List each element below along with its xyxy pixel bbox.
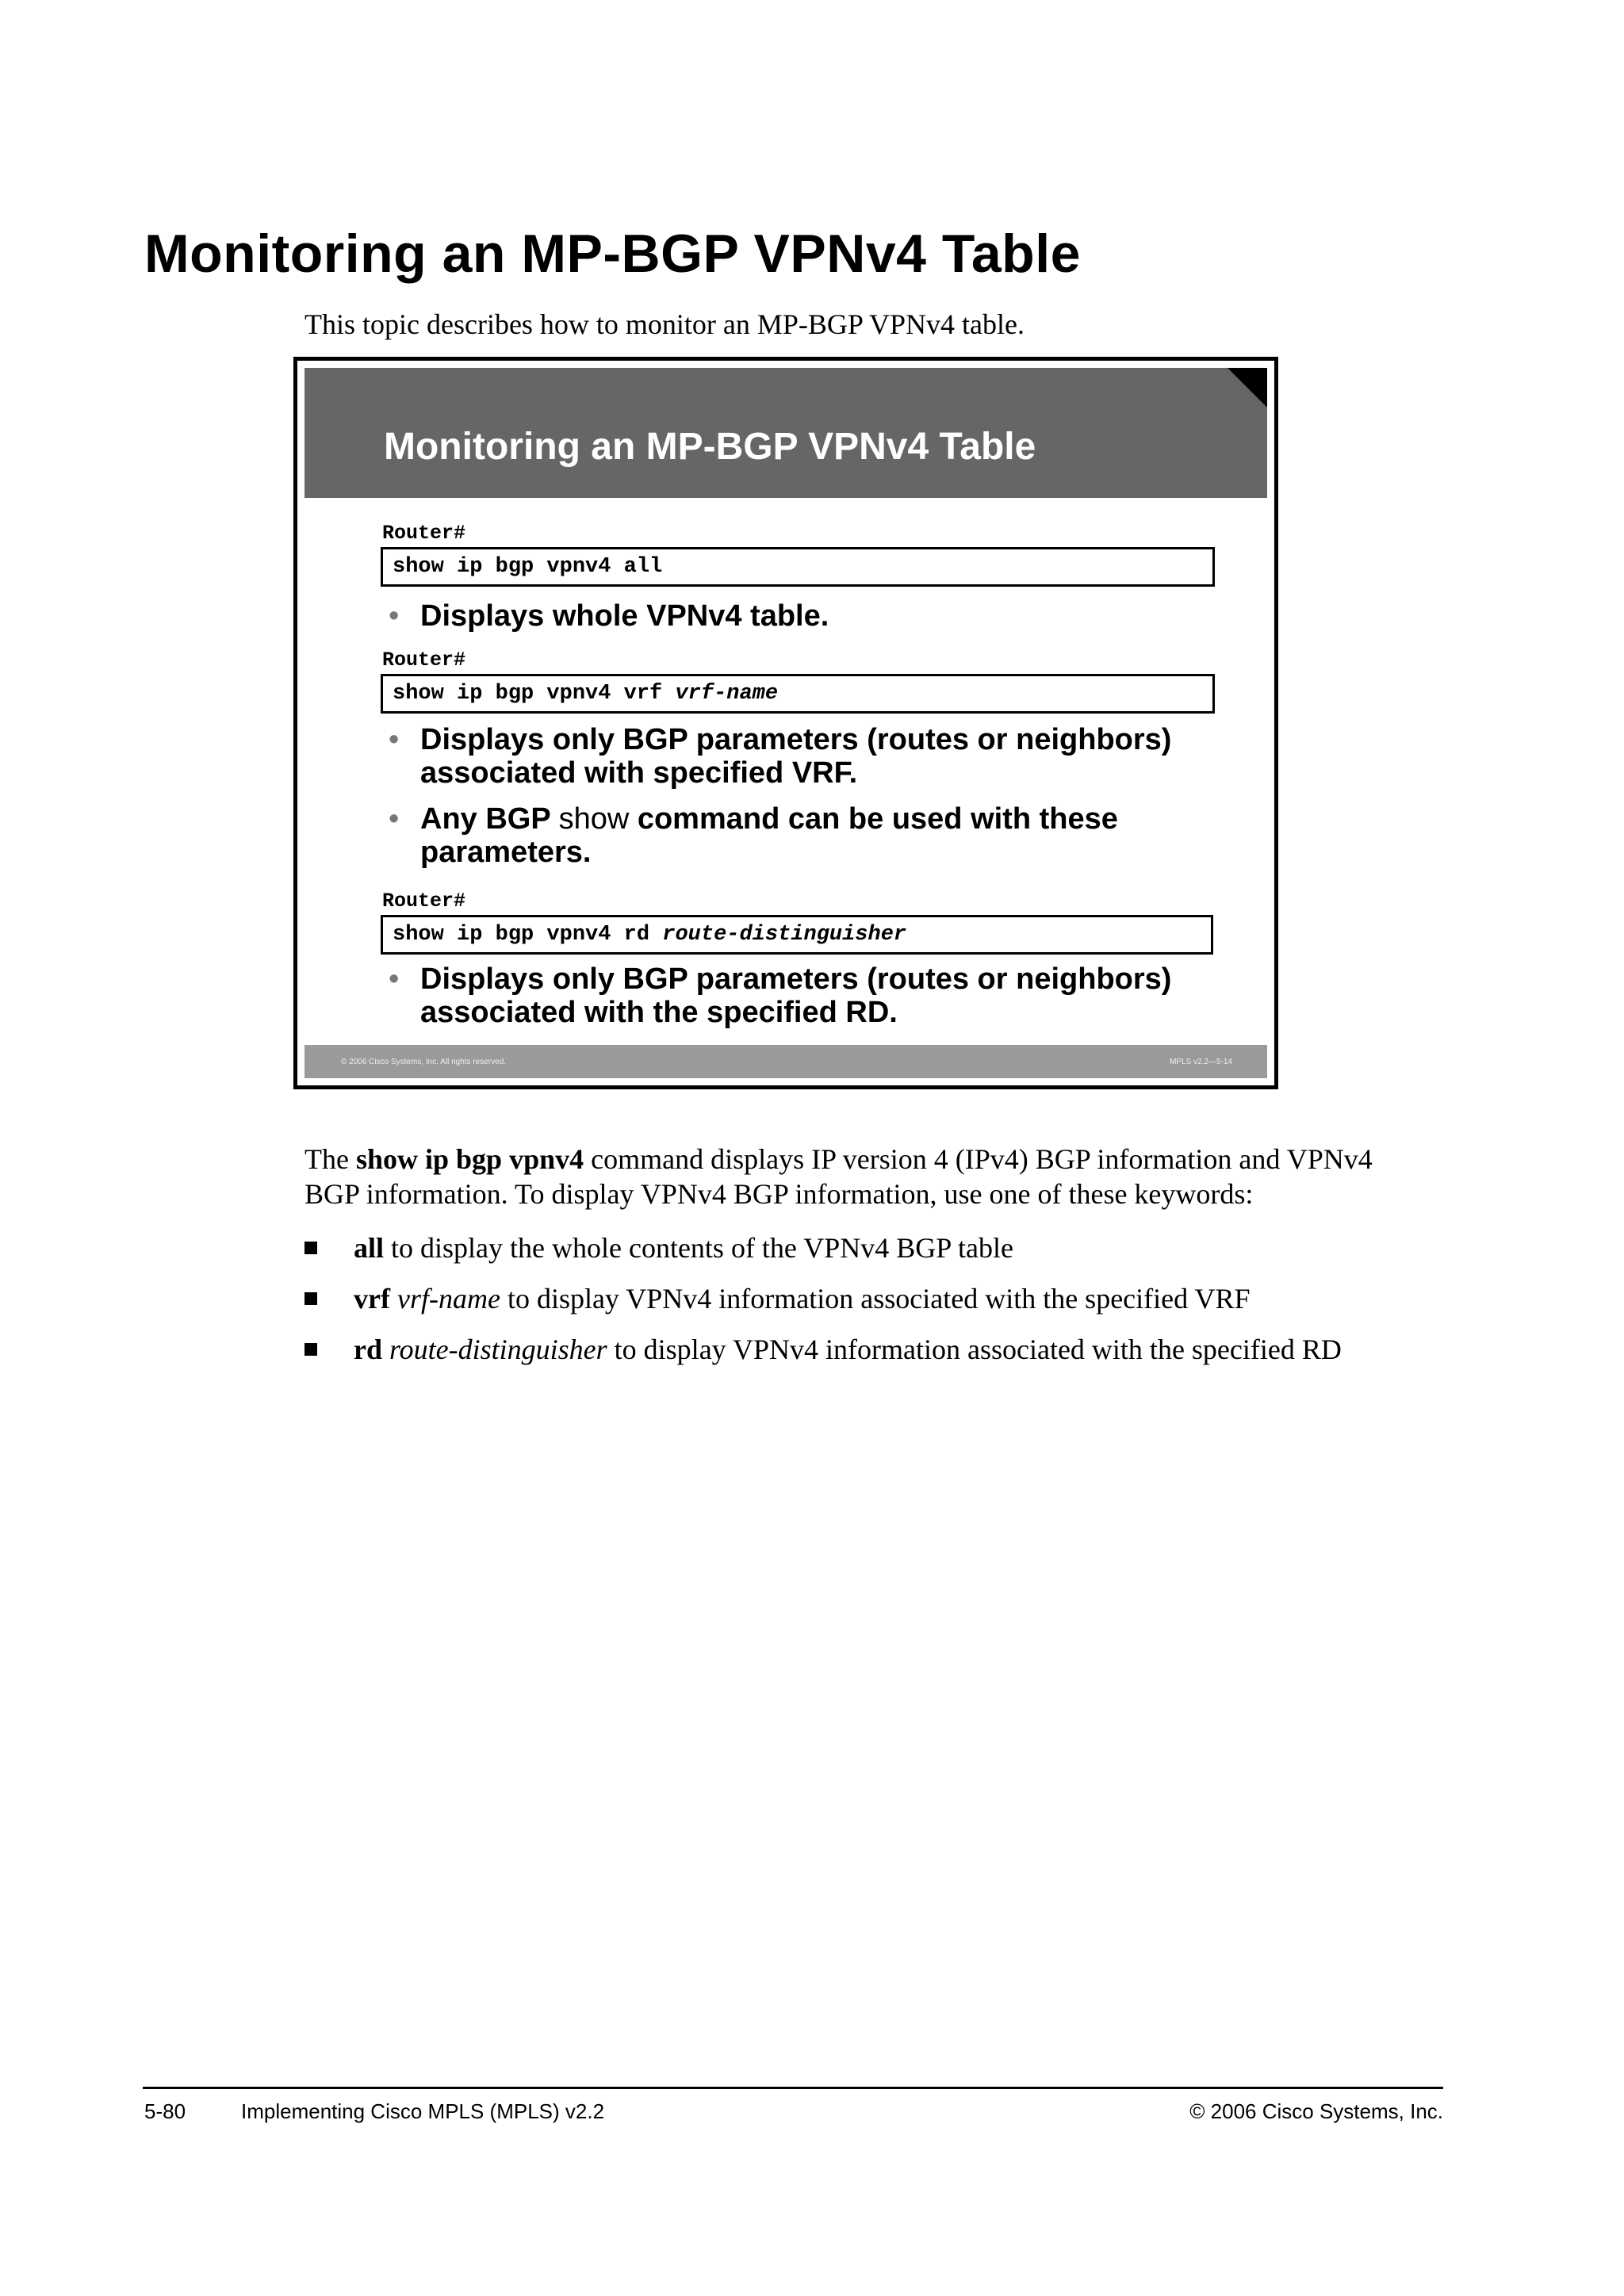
bullet-text: Displays only BGP parameters (routes or neighbors)	[420, 723, 1172, 756]
command-box-all	[381, 547, 1215, 587]
bullet-text: command can be used with these	[629, 802, 1118, 836]
slide-footer	[304, 1045, 1267, 1078]
command-text: show ip bgp vpnv4 rd	[393, 923, 663, 947]
bullet-icon: •	[389, 599, 400, 633]
bullet-text: Displays whole VPNv4 table.	[420, 599, 829, 633]
bullet-icon: •	[389, 962, 400, 996]
router-prompt: Router#	[382, 649, 466, 672]
slide-title: Monitoring an MP-BGP VPNv4 Table	[384, 426, 1036, 468]
command-name: show ip bgp vpnv4	[355, 1143, 584, 1175]
item-description: to display VPNv4 information associated with the specified VRF	[500, 1283, 1251, 1314]
item-description: to display VPNv4 information associated with the specified RD	[607, 1334, 1342, 1365]
bullet-text: Displays only BGP parameters (routes or neighbors)	[420, 962, 1172, 996]
slide-copyright: © 2006 Cisco Systems, Inc. All rights reserved.	[341, 1058, 507, 1066]
course-title: Implementing Cisco MPLS (MPLS) v2.2	[241, 2099, 605, 2123]
keyword: vrf	[354, 1283, 390, 1314]
command-box-vrf	[381, 674, 1215, 714]
command-text: show ip bgp vpnv4 vrf	[393, 682, 676, 706]
bullet-icon: •	[389, 723, 400, 756]
square-bullet-icon	[304, 1343, 317, 1356]
bullet-text-continued: parameters.	[420, 836, 592, 869]
slide-canvas	[304, 368, 1267, 1078]
bullet-text: Any BGP	[420, 802, 559, 836]
keyword-argument: route-distinguisher	[382, 1334, 607, 1365]
slide-bullet	[389, 962, 1229, 1029]
paragraph-text: The	[304, 1143, 356, 1175]
square-bullet-icon	[304, 1242, 317, 1254]
intro-text: This topic describes how to monitor an MP-BGP VPNv4 table.	[304, 308, 1025, 340]
router-prompt: Router#	[382, 890, 466, 913]
keyword: all	[354, 1232, 385, 1264]
slide-bullet	[389, 723, 1229, 790]
slide-bullet	[389, 599, 1229, 633]
footer-rule	[143, 2087, 1443, 2089]
command-argument: route-distinguisher	[662, 923, 907, 947]
slide-bullet	[389, 802, 1229, 869]
paragraph-text-continued: BGP information. To display VPNv4 BGP information, use one of these keywords:	[304, 1178, 1254, 1210]
command-argument: vrf-name	[675, 682, 779, 706]
slide-header-band	[304, 368, 1267, 498]
bullet-text-continued: associated with the specified RD.	[420, 996, 898, 1029]
body-paragraph	[304, 1142, 1431, 1211]
command-box-rd	[381, 915, 1213, 955]
slide-code: MPLS v2.2—5-14	[1170, 1058, 1232, 1066]
keyword: rd	[354, 1334, 382, 1365]
keyword-argument: vrf-name	[389, 1283, 500, 1314]
command-text: show ip bgp vpnv4 all	[393, 555, 663, 579]
bullet-icon: •	[389, 802, 400, 836]
paragraph-text: command displays IP version 4 (IPv4) BGP information and VPNv4	[584, 1143, 1373, 1175]
bullet-text-keyword: show	[558, 802, 630, 836]
square-bullet-icon	[304, 1292, 317, 1305]
page-number: 5-80	[144, 2099, 186, 2123]
page-title: Monitoring an MP-BGP VPNv4 Table	[144, 224, 1081, 284]
item-description: to display the whole contents of the VPNv4 BGP table	[384, 1232, 1013, 1264]
slide-corner-fold	[1228, 368, 1267, 408]
footer-copyright: © 2006 Cisco Systems, Inc.	[1189, 2099, 1443, 2123]
slide-figure	[293, 357, 1278, 1089]
router-prompt: Router#	[382, 522, 466, 545]
bullet-text-continued: associated with specified VRF.	[420, 756, 858, 790]
